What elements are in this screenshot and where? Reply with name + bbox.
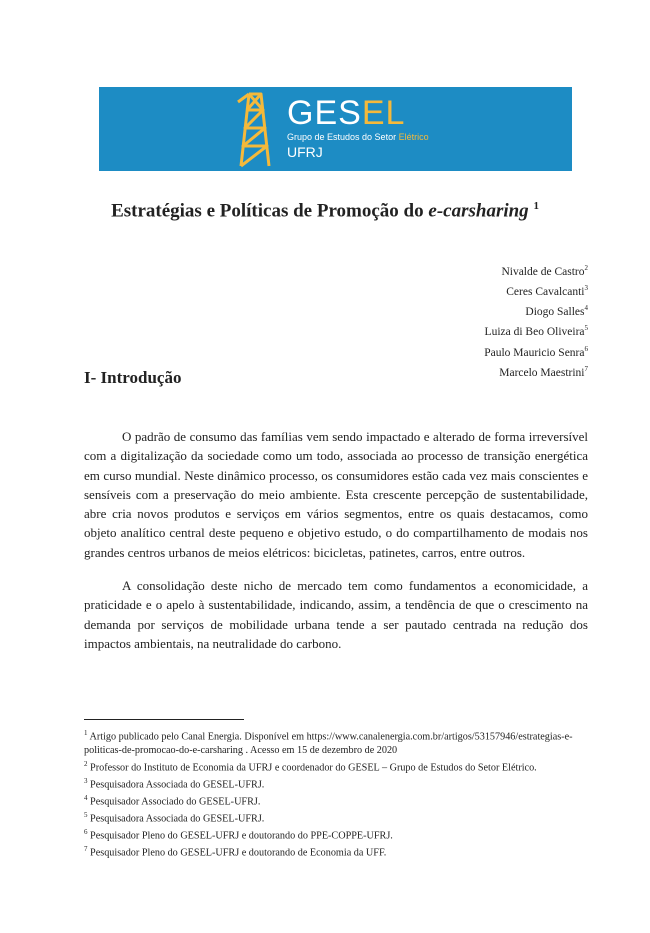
author: Paulo Mauricio Senra$^6$ (484, 344, 588, 359)
paragraph: A consolidação deste nicho de mercado tem como fundamentos a economicidade, a praticidade e o apelo à sustentabilidade, indicando, assim, a tendência de que o crescimento na demanda por serviços de mobilidade urbana tende a ser pautado centrada na redução dos impactos ambientais, na neutralidade do carbono. (84, 578, 588, 651)
logo-text (287, 96, 429, 160)
logo-subtitle: Grupo de Estudos do Setor Elétrico (287, 132, 429, 142)
body-text (84, 427, 588, 667)
footnote: $^2$ Professor do Instituto de Economia da UFRJ e coordenador do GESEL – Grupo de Estudos do Setor Elétrico. (84, 759, 537, 773)
logo-banner (99, 87, 572, 171)
footnote: $^4$ Pesquisador Associado do GESEL-UFRJ. (84, 793, 261, 807)
author: Marcelo Maestrini$^7$ (499, 364, 588, 379)
paragraph: O padrão de consumo das famílias vem sendo impactado e alterado de forma irreversível com a digitalização da sociedade como um todo, associada ao processo de transição energética em curso mundial. Neste dinâmico processo, os consumidores estão cada vez mais conscientes e sensíveis com a preservação do meio ambiente. Esta crescente percepção de sustentabilidade, abre cria novos produtos e serviços em vários segmentos, entre os quais destacamos, como objeto analítico central deste pequeno e objetivo estudo, o do compartilhamento de modais nos grandes centros urbanos de meios elétricos: bicicletas, patinetes, carros, entre outros. (84, 429, 588, 560)
logo-institution: UFRJ (287, 144, 323, 160)
document-title: Estratégias e Políticas de Promoção do e-carsharing $^1$ (111, 200, 539, 222)
author: Ceres Cavalcanti$^3$ (506, 284, 588, 298)
footnote: $^6$ Pesquisador Pleno do GESEL-UFRJ e doutorando do PPE-COPPE-UFRJ. (84, 827, 393, 841)
author-list (484, 260, 588, 381)
author: Nivalde de Castro$^2$ (501, 264, 588, 278)
author: Diogo Salles$^4$ (525, 304, 588, 319)
footnotes (84, 727, 588, 859)
footnote: $^5$ Pesquisadora Associada do GESEL-UFRJ. (84, 810, 265, 824)
footnote: $^7$ Pesquisador Pleno do GESEL-UFRJ e doutorando de Economia da UFF. (84, 844, 387, 858)
footnote-divider (84, 719, 244, 720)
author: Luiza di Beo Oliveira$^5$ (484, 324, 588, 339)
logo-wordmark: GESEL (287, 94, 406, 132)
section-heading: I- Introdução (84, 368, 182, 387)
transmission-tower-icon (235, 92, 275, 168)
footnote: $^1$ Artigo publicado pelo Canal Energia. Disponível em https://www.canalenergia.com.br/artigos/53157946/estrategias-e-politicas-de-promocao-do-e-carsharing . Acesso em 15 de dezembro de 2020 (84, 729, 573, 756)
footnote: $^3$ Pesquisadora Associada do GESEL-UFRJ. (84, 776, 265, 790)
